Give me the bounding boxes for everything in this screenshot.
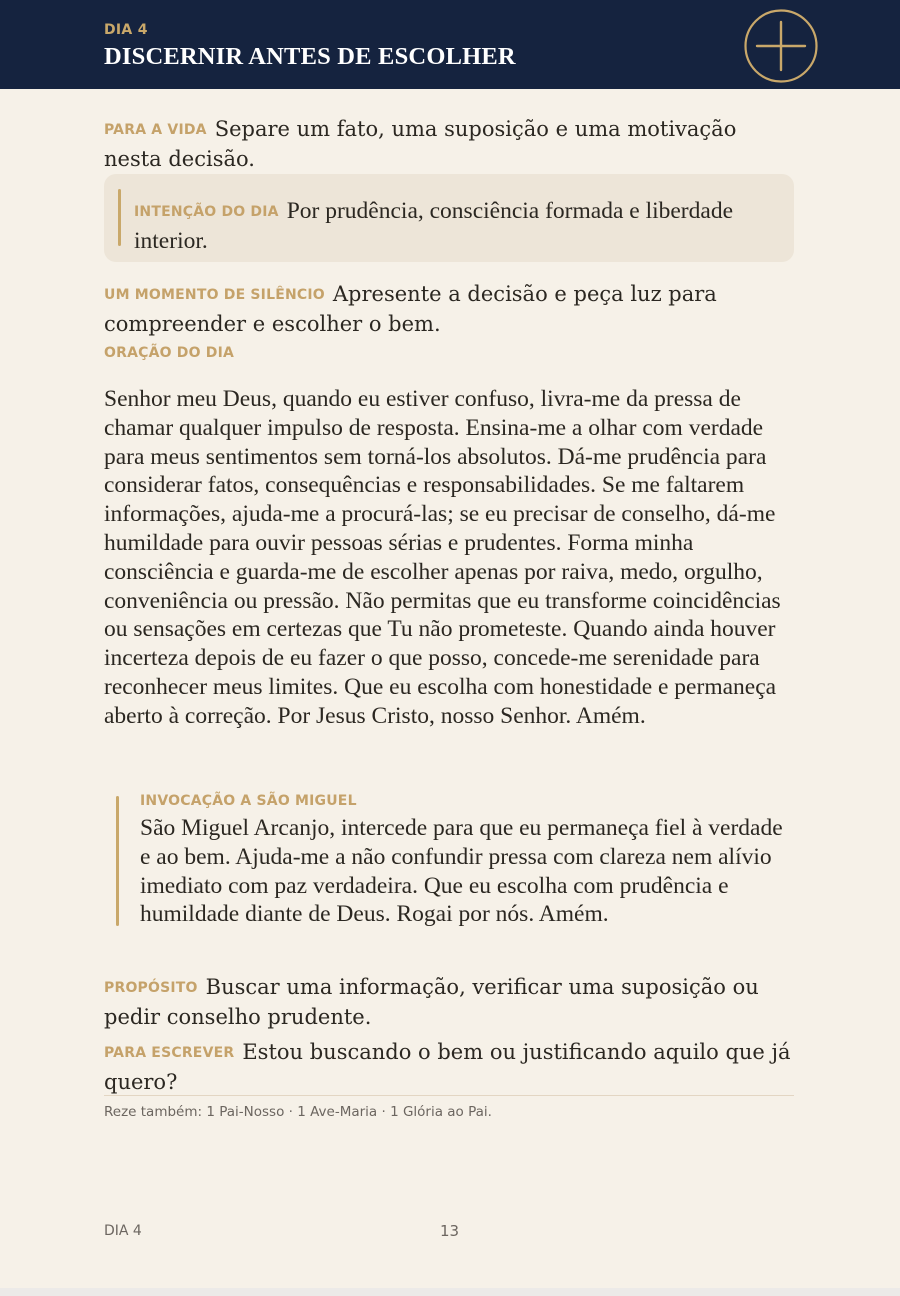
silencio-label: UM MOMENTO DE SILÊNCIO: [104, 287, 325, 303]
day-kicker: DIA 4: [104, 22, 148, 38]
invocacao-label: INVOCAÇÃO A SÃO MIGUEL: [140, 793, 357, 809]
para-escrever-label: PARA ESCREVER: [104, 1045, 235, 1061]
reze-tambem-note: Reze também: 1 Pai-Nosso · 1 Ave-Maria · 1 Glória ao Pai.: [104, 1104, 492, 1120]
footer-day-label: DIA 4: [104, 1223, 142, 1239]
proposito-text: Buscar uma informação, verificar uma suposição ou pedir conselho prudente.: [104, 975, 759, 1029]
accent-bar: [118, 189, 121, 246]
para-a-vida-section: [104, 115, 794, 173]
intencao-callout: [104, 174, 794, 262]
page-number: 13: [440, 1222, 460, 1240]
invocacao-accent-bar: [116, 796, 119, 926]
page-title: DISCERNIR ANTES DE ESCOLHER: [104, 43, 516, 70]
intencao-label: INTENÇÃO DO DIA: [134, 204, 279, 220]
para-escrever-section: [104, 1038, 794, 1096]
para-escrever-text: Estou buscando o bem ou justificando aquilo que já quero?: [104, 1040, 791, 1094]
silencio-section: [104, 280, 794, 338]
oracao-text: Senhor meu Deus, quando eu estiver confuso, livra-me da pressa de chamar qualquer impulso de resposta. Ensina-me a olhar com verdade para meus sentimentos sem torná-los absolutos. Dá-me prudência para considerar fatos, consequências e responsabilidades. Se me faltarem informações, ajuda-me a procurá-las; se eu precisar de conselho, dá-me humildade para ouvir pessoas sérias e prudentes. Forma minha consciência e guarda-me de escolher apenas por raiva, medo, orgulho, conveniência ou pressão. Não permitas que eu transforme coincidências ou sensações em certezas que Tu não prometeste. Quando ainda houver incerteza depois de eu fazer o que posso, concede-me serenidade para reconhecer meus limites. Que eu escolha com honestidade e permaneça aberto à correção. Por Jesus Cristo, nosso Senhor. Amém.: [104, 386, 781, 729]
para-a-vida-text: Separe um fato, uma suposição e uma motivação nesta decisão.: [104, 117, 737, 171]
oracao-label: ORAÇÃO DO DIA: [104, 345, 235, 361]
silencio-text: Apresente a decisão e peça luz para compreender e escolher o bem.: [104, 282, 717, 336]
para-a-vida-label: PARA A VIDA: [104, 122, 207, 138]
intencao-text: Por prudência, consciência formada e liberdade interior.: [134, 198, 733, 254]
divider: [104, 1095, 794, 1096]
proposito-section: [104, 973, 794, 1031]
invocacao-text: São Miguel Arcanjo, intercede para que eu permaneça fiel à verdade e ao bem. Ajuda-me a não confundir pressa com clareza nem alívio imediato com paz verdadeira. Que eu escolha com prudência e humildade diante de Deus. Rogai por nós. Amém.: [140, 815, 783, 928]
header-bar: [0, 0, 900, 89]
cross-circle-icon: [743, 8, 819, 84]
proposito-label: PROPÓSITO: [104, 980, 198, 996]
